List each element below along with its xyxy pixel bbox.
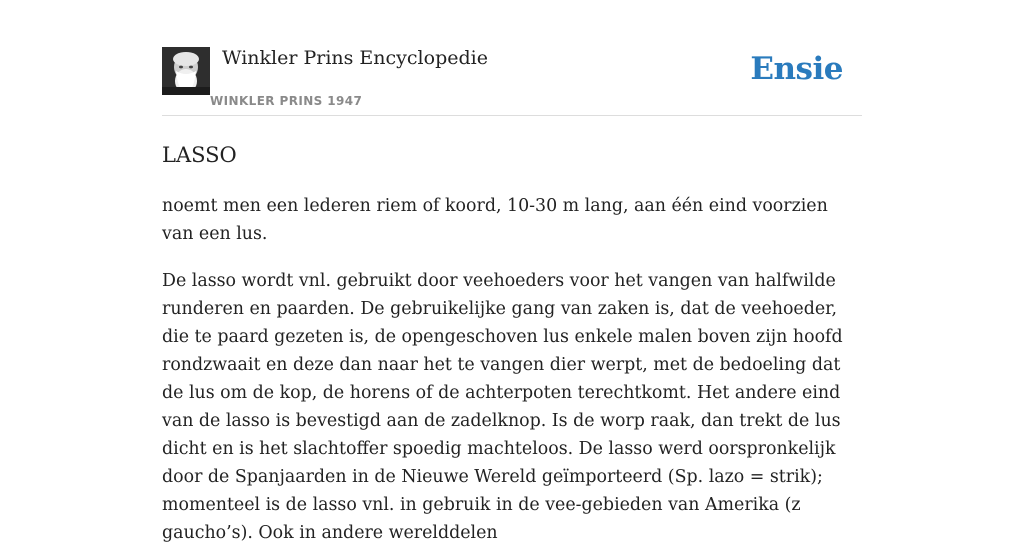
article-title: LASSO bbox=[162, 143, 237, 167]
article bbox=[162, 139, 862, 547]
page-header bbox=[162, 0, 862, 116]
site-title[interactable]: Winkler Prins Encyclopedie bbox=[222, 47, 488, 69]
site-subtitle[interactable]: WINKLER PRINS 1947 bbox=[210, 94, 363, 108]
brand-logo[interactable]: Ensie bbox=[750, 51, 843, 87]
author-avatar[interactable] bbox=[162, 47, 210, 95]
portrait-icon bbox=[162, 47, 210, 95]
article-paragraph: noemt men een lederen riem of koord, 10-30 m lang, aan één eind voorzien van een lus. bbox=[162, 196, 828, 244]
article-paragraph: De lasso wordt vnl. gebruikt door veehoeders voor het vangen van halfwilde runderen en paarden. De gebruikelijke gang van zaken is, dat de veehoeder, die te paard gezeten is, de opengeschoven lus enkele malen boven zijn hoofd rondzwaait en deze dan naar het te vangen dier werpt, met de bedoeling dat de lus om de kop, de horens of de achterpoten terechtkomt. Het andere eind van de lasso is bevestigd aan de zadelknop. Is de worp raak, dan trekt de lus dicht en is het slachtoffer spoedig machteloos. De lasso werd oorspronkelijk door de Spanjaarden in de Nieuwe Wereld geïmporteerd (Sp. lazo = strik); momenteel is de lasso vnl. in gebruik in de vee-gebieden van Amerika (z gaucho’s). Ook in andere werelddelen bbox=[162, 271, 843, 543]
